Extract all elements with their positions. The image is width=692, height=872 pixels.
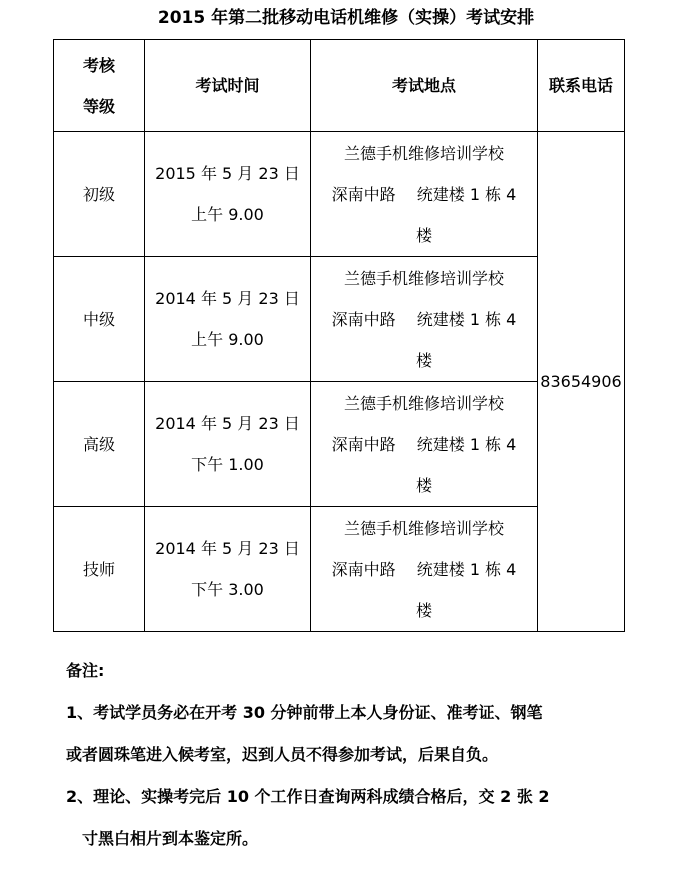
exam-date: 2014 年 5 月 23 日 [155,414,300,433]
table-header-row [54,40,625,132]
exam-schedule-table [53,39,625,632]
exam-time: 下午 3.00 [191,580,264,599]
exam-time: 下午 1.00 [191,455,264,474]
place-line3: 楼 [415,600,432,620]
exam-date: 2015 年 5 月 23 日 [155,164,300,183]
place-line2: 深南中路 统建楼 1 栋 4 [331,184,517,204]
cell-time [145,132,311,257]
exam-date: 2014 年 5 月 23 日 [155,289,300,308]
table-row [54,132,625,257]
cell-level: 初级 [54,132,145,257]
place-line1: 兰德手机维修培训学校 [343,518,504,538]
place-line2: 深南中路 统建楼 1 栋 4 [331,309,517,329]
notes-heading: 备注: [66,661,105,680]
exam-time: 上午 9.00 [191,205,264,224]
cell-phone: 83654906 [538,132,625,632]
place-line3: 楼 [415,475,432,495]
place-line1: 兰德手机维修培训学校 [343,393,504,413]
place-line1: 兰德手机维修培训学校 [343,268,504,288]
cell-level: 高级 [54,382,145,507]
note-item-2-line2: 寸黑白相片到本鉴定所。 [82,829,259,848]
header-level-line2: 等级 [82,96,115,116]
cell-place [311,507,538,632]
cell-level: 中级 [54,257,145,382]
exam-time: 上午 9.00 [191,330,264,349]
header-phone: 联系电话 [538,40,625,132]
notes-section [66,650,636,860]
note-item-2-line1: 2、理论、实操考完后 10 个工作日查询两科成绩合格后，交 2 张 2 [66,787,550,806]
cell-time [145,257,311,382]
note-item-1-line2: 或者圆珠笔进入候考室，迟到人员不得参加考试，后果自负。 [66,745,499,764]
cell-place [311,257,538,382]
cell-time [145,507,311,632]
cell-place [311,132,538,257]
exam-date: 2014 年 5 月 23 日 [155,539,300,558]
place-line2: 深南中路 统建楼 1 栋 4 [331,434,517,454]
cell-place [311,382,538,507]
document-title: 2015 年第二批移动电话机维修（实操）考试安排 [157,8,535,28]
cell-time [145,382,311,507]
header-level [54,40,145,132]
cell-level: 技师 [54,507,145,632]
header-time: 考试时间 [145,40,311,132]
place-line3: 楼 [415,350,432,370]
place-line3: 楼 [415,225,432,245]
header-place: 考试地点 [311,40,538,132]
place-line1: 兰德手机维修培训学校 [343,143,504,163]
header-level-line1: 考核 [82,55,115,75]
note-item-1-line1: 1、考试学员务必在开考 30 分钟前带上本人身份证、准考证、钢笔 [66,703,543,722]
place-line2: 深南中路 统建楼 1 栋 4 [331,559,517,579]
